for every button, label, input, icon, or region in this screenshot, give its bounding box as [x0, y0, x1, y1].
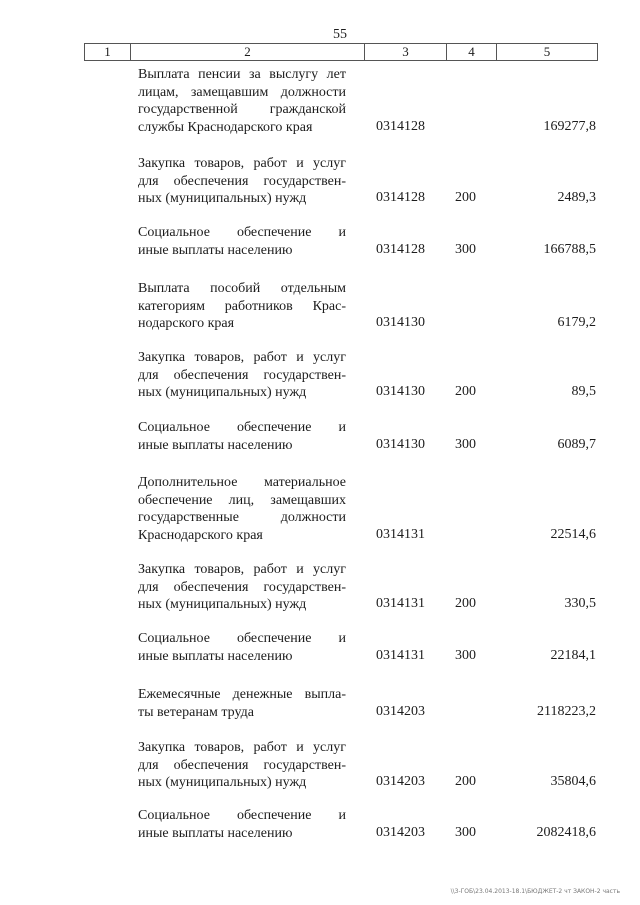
row-code: 0314128 [376, 241, 425, 257]
row-description [138, 66, 346, 136]
row-description-line: Дополнительное материальное [138, 475, 346, 490]
row-description [138, 224, 346, 259]
row-amount: 35804,6 [550, 774, 596, 789]
row-amount: 330,5 [564, 596, 596, 611]
row-amount: 2082418,6 [536, 824, 596, 840]
row-kind: 300 [455, 241, 476, 257]
row-description-line: государственные должности [138, 510, 346, 525]
row-code: 0314131 [376, 647, 425, 663]
row-description-line: Социальное обеспечение и [138, 225, 346, 240]
row-amount: 169277,8 [543, 118, 596, 134]
row-description-line: государственной гражданской [138, 102, 346, 117]
row-description [138, 474, 346, 544]
row-code: 0314130 [376, 384, 425, 399]
footer-file-path: \\3-ГОБ\23.04.2013-18.1\БЮДЖЕТ-2 чт ЗАКОН-2 часть [450, 888, 620, 895]
row-code: 0314128 [376, 190, 425, 205]
row-kind: 300 [455, 647, 476, 663]
header-col-1: 1 [85, 44, 131, 60]
row-description-line: Выплата пособий отдельным [138, 281, 346, 296]
row-description [138, 739, 346, 792]
row-kind: 200 [455, 774, 476, 789]
header-col-4: 4 [447, 44, 497, 60]
row-description-line: Закупка товаров, работ и услуг [138, 350, 346, 365]
row-description-line: ных (муниципальных) нужд [138, 597, 307, 612]
row-description [138, 686, 346, 721]
row-code: 0314131 [376, 596, 425, 611]
page-number: 55 [333, 27, 347, 42]
row-code: 0314128 [376, 118, 425, 134]
row-description-line: ты ветеранам труда [138, 704, 254, 720]
row-description-line: ных (муниципальных) нужд [138, 385, 307, 400]
row-amount: 6089,7 [557, 436, 596, 452]
row-description-line: Закупка товаров, работ и услуг [138, 156, 346, 171]
row-amount: 6179,2 [557, 315, 596, 330]
row-description [138, 419, 346, 454]
row-code: 0314203 [376, 824, 425, 840]
header-col-2: 2 [131, 44, 365, 60]
row-amount: 2118223,2 [537, 703, 596, 719]
row-code: 0314130 [376, 315, 425, 330]
row-code: 0314130 [376, 436, 425, 452]
row-description-line: для обеспечения государствен- [138, 757, 346, 773]
row-amount: 2489,3 [557, 190, 596, 205]
row-description [138, 807, 346, 842]
row-description-line: службы Краснодарского края [138, 119, 313, 135]
row-kind: 200 [455, 190, 476, 205]
row-description [138, 280, 346, 333]
row-description-line: иные выплаты населению [138, 648, 293, 664]
row-description-line: нодарского края [138, 316, 235, 331]
row-description-line: Закупка товаров, работ и услуг [138, 740, 346, 755]
table-header [84, 43, 598, 61]
row-description-line: иные выплаты населению [138, 437, 293, 453]
row-code: 0314203 [376, 774, 425, 789]
row-description-line: Закупка товаров, работ и услуг [138, 562, 346, 577]
row-description-line: для обеспечения государствен- [138, 367, 346, 383]
header-col-3: 3 [365, 44, 447, 60]
row-description-line: для обеспечения государствен- [138, 579, 346, 595]
row-description-line: Краснодарского края [138, 527, 263, 543]
row-description-line: ных (муниципальных) нужд [138, 191, 307, 206]
row-description-line: Ежемесячные денежные выпла- [138, 687, 346, 702]
row-description-line: обеспечение лиц, замещавших [138, 492, 346, 508]
row-kind: 300 [455, 436, 476, 452]
row-description-line: иные выплаты населению [138, 825, 293, 841]
row-amount: 166788,5 [543, 241, 596, 257]
row-description [138, 349, 346, 402]
row-description [138, 561, 346, 614]
row-description-line: Социальное обеспечение и [138, 420, 346, 435]
row-code: 0314131 [376, 526, 425, 542]
row-description-line: Выплата пенсии за выслугу лет [138, 67, 346, 82]
row-amount: 22184,1 [550, 647, 596, 663]
header-col-5: 5 [543, 44, 551, 59]
row-kind: 200 [455, 596, 476, 611]
row-description-line: лицам, замещавшим должности [138, 84, 346, 100]
row-description-line: иные выплаты населению [138, 242, 293, 258]
row-amount: 89,5 [571, 384, 596, 399]
row-kind: 300 [455, 824, 476, 840]
row-description-line: Социальное обеспечение и [138, 808, 346, 823]
row-description [138, 155, 346, 208]
row-description-line: Социальное обеспечение и [138, 631, 346, 646]
row-description-line: ных (муниципальных) нужд [138, 775, 307, 790]
row-amount: 22514,6 [550, 526, 596, 542]
row-description-line: категориям работников Крас- [138, 298, 346, 314]
row-code: 0314203 [376, 703, 425, 719]
row-description [138, 630, 346, 665]
row-description-line: для обеспечения государствен- [138, 173, 346, 189]
row-kind: 200 [455, 384, 476, 399]
